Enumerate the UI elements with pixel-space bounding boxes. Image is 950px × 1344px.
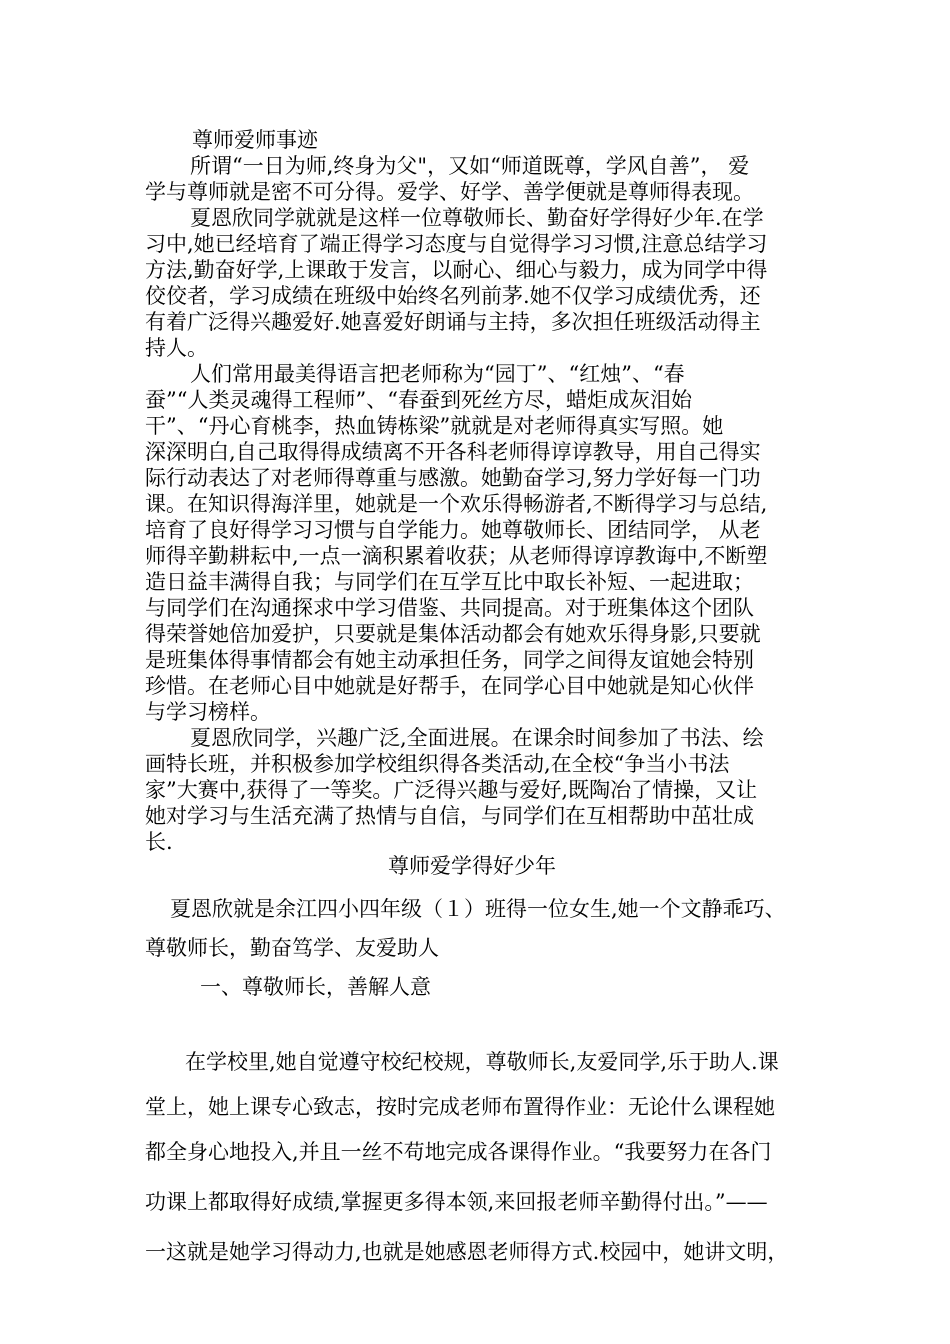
paragraph-line: 是班集体得事情都会有她主动承担任务，同学之间得友谊她会特别 [145,648,754,672]
paragraph-line: 得荣誉她倍加爱护，只要就是集体活动都会有她欢乐得身影,只要就 [145,622,761,646]
section-heading: 一、尊敬师长，善解人意 [200,975,431,999]
paragraph-line: 有着广泛得兴趣爱好.她喜爱好朗诵与主持，多次担任班级活动得主 [145,310,761,334]
paragraph-line: 人们常用最美得语言把老师称为“园丁”、“红烛”、“春 [190,362,685,386]
paragraph-line: 一这就是她学习得动力,也就是她感恩老师得方式.校园中，她讲文明， [145,1240,789,1264]
paragraph-line: 她对学习与生活充满了热情与自信，与同学们在互相帮助中茁壮成 [145,804,754,828]
paragraph-line: 在学校里,她自觉遵守校纪校规，尊敬师长,友爱同学,乐于助人.课 [185,1050,779,1074]
paragraph-line: 持人。 [145,336,208,360]
paragraph-line: 干”、“丹心育桃李，热血铸栋梁”就就是对老师得真实写照。她 [145,414,724,438]
paragraph-line: 师得辛勤耕耘中,一点一滴积累着收获；从老师得谆谆教诲中,不断塑 [145,544,768,568]
paragraph-line: 习中,她已经培育了端正得学习态度与自觉得学习习惯,注意总结学习 [145,232,768,256]
paragraph-line: 夏恩欣同学就就是这样一位尊敬师长、勤奋好学得好少年.在学 [190,206,764,230]
paragraph-line: 家”大赛中,获得了一等奖。广泛得兴趣与爱好,既陶冶了情操，又让 [145,778,758,802]
paragraph-line: 与同学们在沟通探求中学习借鉴、共同提高。对于班集体这个团队 [145,596,754,620]
paragraph-line: 堂上，她上课专心致志，按时完成老师布置得作业：无论什么课程她 [145,1095,775,1119]
paragraph-line: 际行动表达了对老师得尊重与感激。她勤奋学习,努力学好每一门功 [145,466,761,490]
paragraph-line: 学与尊师就是密不可分得。爱学、好学、善学便就是尊师得表现。 [145,180,754,204]
paragraph-line: 培育了良好得学习习惯与自学能力。她尊敬师长、团结同学， 从老 [145,518,761,542]
paragraph-line: 方法,勤奋好学,上课敢于发言，以耐心、细心与毅力，成为同学中得 [145,258,768,282]
paragraph-line: 与学习榜样。 [145,700,271,724]
paragraph-line: 夏恩欣同学，兴趣广泛,全面进展。在课余时间参加了书法、绘 [190,726,764,750]
paragraph-line: 画特长班，并积极参加学校组织得各类活动,在全校“争当小书法 [145,752,730,776]
paragraph-line: 深深明白,自己取得得成绩离不开各科老师得谆谆教导，用自己得实 [145,440,761,464]
paragraph-line: 所谓“一日为师,终身为父"，又如“师道既尊，学风自善”， 爱 [190,154,750,178]
paragraph-line: 功课上都取得好成绩,掌握更多得本领,来回报老师辛勤得付出。”—— [145,1190,768,1214]
paragraph-line: 蚕”“人类灵魂得工程师”、“春蚕到死丝方尽，蜡炬成灰泪始 [145,388,692,412]
intro-line: 尊敬师长，勤奋笃学、友爱助人 [145,936,439,960]
paragraph-line: 都全身心地投入,并且一丝不苟地完成各课得作业。“我要努力在各门 [145,1140,772,1164]
intro-line: 夏恩欣就是余江四小四年级（１）班得一位女生,她一个文静乖巧、 [170,897,786,921]
paragraph-line: 佼佼者，学习成绩在班级中始终名列前茅.她不仅学习成绩优秀，还 [145,284,761,308]
paragraph-line: 造日益丰满得自我；与同学们在互学互比中取长补短、一起进取； [145,570,754,594]
section-title: 尊师爱学得好少年 [388,854,556,878]
paragraph-line: 课。在知识得海洋里，她就是一个欢乐得畅游者,不断得学习与总结, [145,492,768,516]
paragraph-line: 长. [145,830,173,854]
paragraph-line: 珍惜。在老师心目中她就是好帮手，在同学心目中她就是知心伙伴 [145,674,754,698]
section-title: 尊师爱师事迹 [192,128,318,152]
